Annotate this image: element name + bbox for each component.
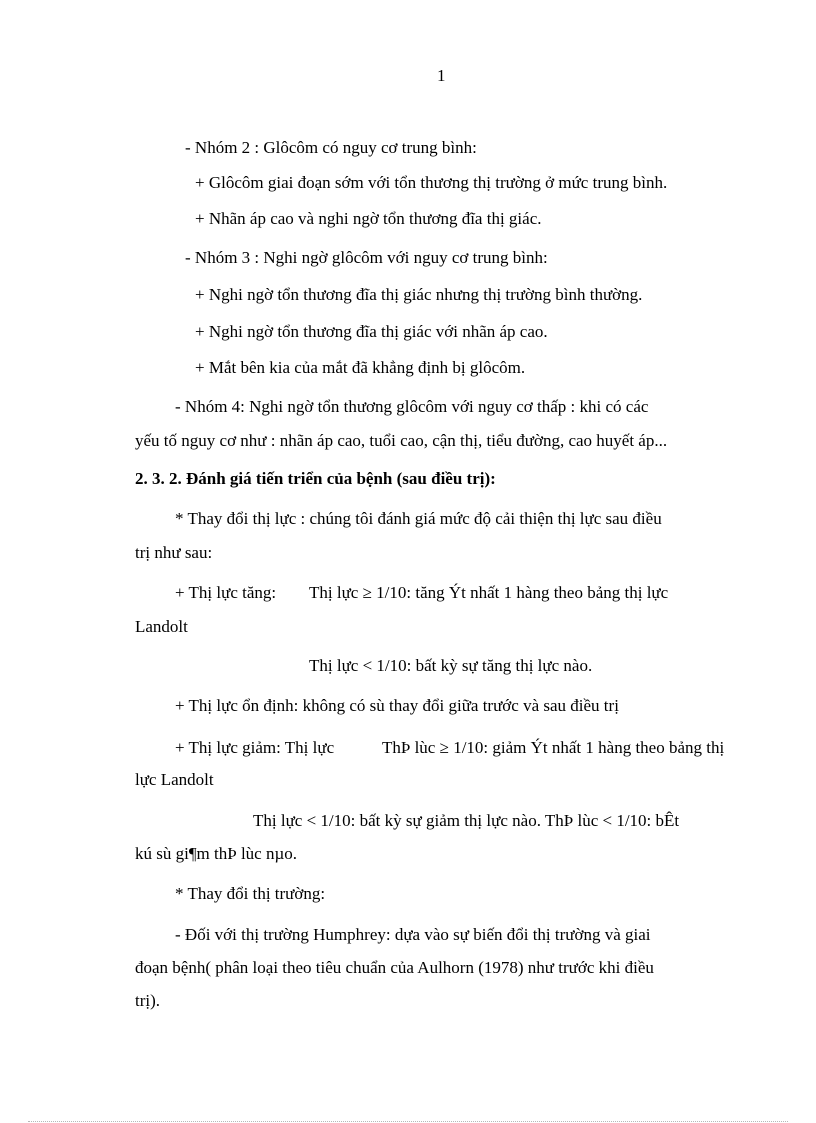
vision-increase-criterion-2: Thị lực < 1/10: bất kỳ sự tăng thị lực nào. — [309, 656, 593, 675]
page-bottom-rule — [28, 1121, 788, 1122]
vision-change-line: * Thay đổi thị lực : chúng tôi đánh giá mức độ cải thiện thị lực sau điều — [175, 509, 662, 528]
group-3-item-3: + Mắt bên kia của mắt đã khẳng định bị glôcôm. — [195, 358, 526, 377]
group-3-item-1: + Nghi ngờ tổn thương đĩa thị giác nhưng thị trường bình thường. — [195, 285, 643, 304]
vision-increase-continuation: Landolt — [135, 617, 188, 636]
group-4-line: - Nhóm 4: Nghi ngờ tổn thương glôcôm với nguy cơ thấp : khi có các — [175, 397, 649, 416]
vision-increase-criterion-1: Thị lực ≥ 1/10: tăng Ýt nhất 1 hàng theo bảng thị lực — [309, 583, 669, 602]
section-heading: 2. 3. 2. Đánh giá tiến triển của bệnh (sau điều trị): — [135, 469, 496, 488]
group-2-item-2: + Nhãn áp cao và nghi ngờ tổn thương đĩa thị giác. — [195, 209, 542, 228]
vision-increase-label: + Thị lực tăng: — [175, 583, 277, 602]
humphrey-continuation-2: trị). — [135, 991, 161, 1010]
visual-field-change-line: * Thay đổi thị trường: — [175, 884, 326, 903]
group-4-continuation: yếu tố nguy cơ như : nhãn áp cao, tuổi cao, cận thị, tiểu đường, cao huyết áp... — [135, 431, 668, 450]
group-3-item-2: + Nghi ngờ tổn thương đĩa thị giác với nhãn áp cao. — [195, 322, 548, 341]
vision-decrease-criterion-2: Thị lực < 1/10: bất kỳ sự giảm thị lực nào. ThÞ lùc < 1/10: bÊt — [253, 811, 680, 830]
vision-decrease-continuation: lực Landolt — [135, 770, 214, 789]
vision-decrease-garbled: kú sù gi¶m thÞ lùc nµo. — [135, 844, 298, 863]
group-2-item-1: + Glôcôm giai đoạn sớm với tổn thương thị trường ở mức trung bình. — [195, 173, 668, 192]
vision-stable-line: + Thị lực ổn định: không có sù thay đổi giữa trước và sau điều trị — [175, 696, 619, 715]
vision-decrease-criterion-1: ThÞ lùc ≥ 1/10: giảm Ýt nhất 1 hàng theo bảng thị — [382, 738, 725, 757]
page-number: 1 — [437, 66, 446, 85]
vision-decrease-label: + Thị lực giảm: Thị lực — [175, 738, 335, 757]
group-2-line: - Nhóm 2 : Glôcôm có nguy cơ trung bình: — [185, 138, 477, 157]
humphrey-continuation-1: đoạn bệnh( phân loại theo tiêu chuẩn của Aulhorn (1978) như trước khi điều — [135, 958, 654, 977]
group-3-line: - Nhóm 3 : Nghi ngờ glôcôm với nguy cơ trung bình: — [185, 248, 548, 267]
humphrey-line: - Đối với thị trường Humphrey: dựa vào sự biến đổi thị trường và giai — [175, 925, 651, 944]
vision-change-continuation: trị như sau: — [135, 543, 213, 562]
